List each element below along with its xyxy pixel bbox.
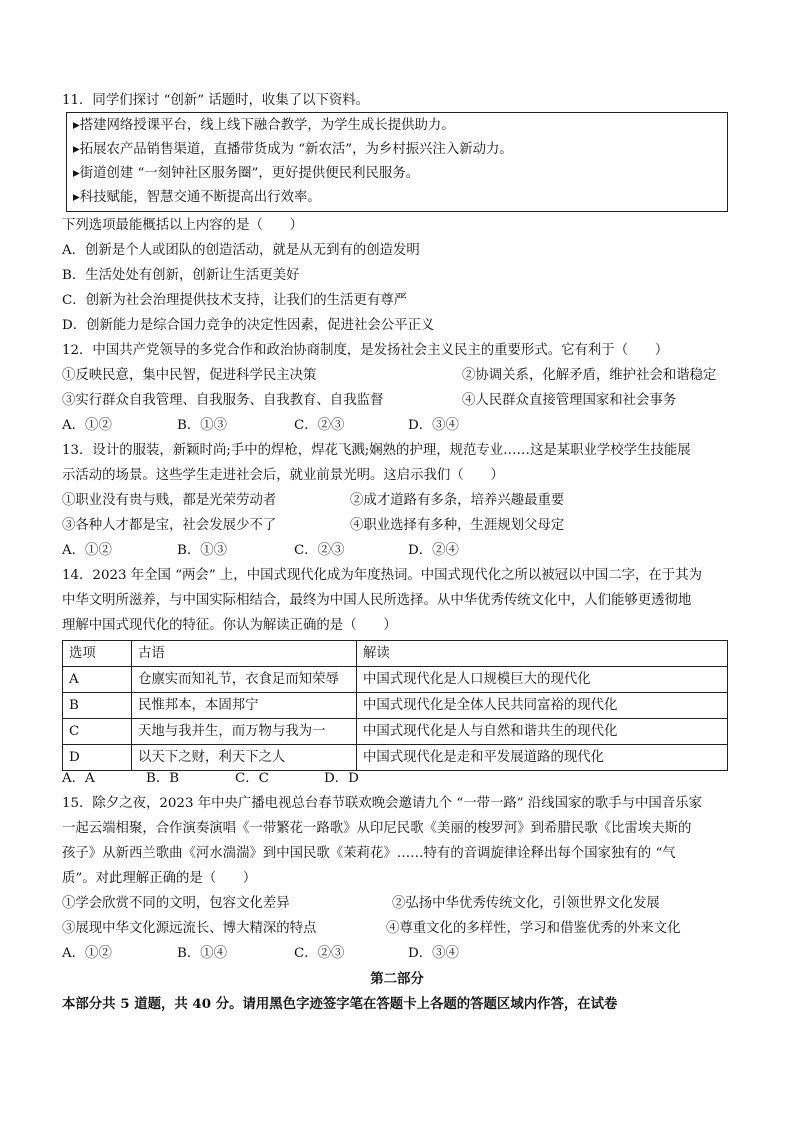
q11-material-box xyxy=(66,112,728,212)
q15-item-2: ②弘扬中华优秀传统文化，引领世界文化发展 xyxy=(392,896,660,911)
q13-option-d: D．②④ xyxy=(408,543,459,558)
q13-item-3: ③各种人才都是宝，社会发展少不了 xyxy=(62,518,277,533)
q12-option-c: C．②③ xyxy=(294,418,345,433)
q11-stem: 11．同学们探讨 “创新” 话题时，收集了以下资料。 xyxy=(62,93,370,108)
q14-option-c: C．C xyxy=(235,771,269,786)
q14-option-b: B．B xyxy=(146,771,180,786)
q12-option-a: A．①② xyxy=(62,418,112,433)
q11-question: 下列选项最能概括以上内容的是（ ） xyxy=(62,218,304,233)
q14-stem-line3: 理解中国式现代化的特征。你认为解读正确的是（ ） xyxy=(62,618,397,633)
q11-option-c: C．创新为社会治理提供技术支持，让我们的生活更有尊严 xyxy=(62,293,408,308)
q11-option-a: A．创新是个人或团队的创造活动，就是从无到有的创造发明 xyxy=(62,243,420,258)
table-cell: C xyxy=(63,719,132,745)
q12-item-3: ③实行群众自我管理、自我服务、自我教育、自我监督 xyxy=(62,393,384,408)
q13-option-b: B．①③ xyxy=(177,543,228,558)
q13-item-2: ②成才道路有多条，培养兴趣最重要 xyxy=(350,493,565,508)
q15-item-3: ③展现中华文化源远流长、博大精深的特点 xyxy=(62,921,317,936)
q13-item-4: ④职业选择有多种，生涯规划父母定 xyxy=(350,518,565,533)
q12-stem: 12．中国共产党领导的多党合作和政治协商制度，是发扬社会主义民主的重要形式。它有利于（ ） xyxy=(62,343,669,358)
q12-option-d: D．③④ xyxy=(408,418,459,433)
q15-stem-line2: 一起云端相聚，合作演奏演唱《一带繁花一路歌》从印尼民歌《美丽的梭罗河》到希腊民歌《比雷埃夫斯的 xyxy=(62,821,692,836)
table-cell: A xyxy=(63,667,132,693)
table-row xyxy=(63,667,728,693)
q15-item-4: ④尊重文化的多样性，学习和借鉴优秀的外来文化 xyxy=(386,921,681,936)
table-cell: B xyxy=(63,693,132,719)
table-row xyxy=(63,745,728,771)
q14-stem-line1: 14．2023 年全国 “两会” 上，中国式现代化成为年度热词。中国式现代化之所以被冠以中国二字，在于其为 xyxy=(62,568,702,583)
table-cell: 天地与我并生，而万物与我为一 xyxy=(132,719,357,745)
q15-option-a: A．①② xyxy=(62,946,112,961)
table-cell: 中国式现代化是走和平发展道路的现代化 xyxy=(357,745,728,771)
q14-table xyxy=(62,640,728,771)
q15-item-1: ①学会欣赏不同的文明，包容文化差异 xyxy=(62,896,290,911)
q11-material-1: ▸搭建网络授课平台，线上线下融合教学，为学生成长提供助力。 xyxy=(73,118,455,133)
q15-option-c: C．②③ xyxy=(294,946,345,961)
table-cell: D xyxy=(63,745,132,771)
q11-option-d: D．创新能力是综合国力竞争的决定性因素，促进社会公平正义 xyxy=(62,318,435,333)
table-header-cell: 解读 xyxy=(357,641,728,667)
table-cell: 民惟邦本，本固邦宁 xyxy=(132,693,357,719)
table-cell: 仓廪实而知礼节，衣食足而知荣辱 xyxy=(132,667,357,693)
table-cell: 中国式现代化是全体人民共同富裕的现代化 xyxy=(357,693,728,719)
q12-option-b: B．①③ xyxy=(177,418,228,433)
q15-option-b: B．①④ xyxy=(177,946,228,961)
q12-item-1: ①反映民意，集中民智，促进科学民主决策 xyxy=(62,368,317,383)
q11-material-2: ▸拓展农产品销售渠道，直播带货成为 “新农活”，为乡村振兴注入新动力。 xyxy=(73,142,513,157)
q15-stem-line4: 质”。对此理解正确的是（ ） xyxy=(62,871,257,886)
q15-stem-line1: 15．除夕之夜，2023 年中央广播电视总台春节联欢晚会邀请九个 “一带一路” 沿线国家的歌手与中国音乐家 xyxy=(62,796,702,811)
q11-option-b: B．生活处处有创新，创新让生活更美好 xyxy=(62,268,300,283)
q15-stem-line3: 孩子》从新西兰歌曲《河水湍湍》到中国民歌《茉莉花》……特有的音调旋律诠释出每个国家独有的 “气 xyxy=(62,846,676,861)
part2-heading: 第二部分 xyxy=(370,971,424,987)
table-row xyxy=(63,719,728,745)
table-cell: 中国式现代化是人与自然和谐共生的现代化 xyxy=(357,719,728,745)
q13-stem-line1: 13．设计的服装，新颖时尚;手中的焊枪，焊花飞溅;娴熟的护理，规范专业……这是某职业学校学生技能展 xyxy=(62,443,691,458)
table-header-row xyxy=(63,641,728,667)
table-row xyxy=(63,693,728,719)
q14-stem-line2: 中华文明所滋养，与中国实际相结合，最终为中国人民所选择。从中华优秀传统文化中，人们能够更透彻地 xyxy=(62,593,692,608)
q13-stem-line2: 示活动的场景。这些学生走进社会后，就业前景光明。这启示我们（ ） xyxy=(62,468,504,483)
table-header-cell: 古语 xyxy=(132,641,357,667)
table-cell: 以天下之财，利天下之人 xyxy=(132,745,357,771)
part2-instruction: 本部分共 5 道题，共 40 分。请用黑色字迹签字笔在答题卡上各题的答题区域内作答，在试卷 xyxy=(62,996,618,1012)
q15-option-d: D．③④ xyxy=(408,946,459,961)
q11-material-3: ▸街道创建 “一刻钟社区服务圈”，更好提供便民利民服务。 xyxy=(73,166,420,181)
table-cell: 中国式现代化是人口规模巨大的现代化 xyxy=(357,667,728,693)
q12-item-2: ②协调关系，化解矛盾，维护社会和谐稳定 xyxy=(462,368,717,383)
table-header-cell: 选项 xyxy=(63,641,132,667)
q14-option-a: A．A xyxy=(62,771,95,786)
q12-item-4: ④人民群众直接管理国家和社会事务 xyxy=(462,393,677,408)
q13-item-1: ①职业没有贵与贱，都是光荣劳动者 xyxy=(62,493,277,508)
q14-option-d: D．D xyxy=(324,771,359,786)
q11-material-4: ▸科技赋能，智慧交通不断提高出行效率。 xyxy=(73,190,321,205)
q13-option-c: C．②③ xyxy=(294,543,345,558)
q13-option-a: A．①② xyxy=(62,543,112,558)
